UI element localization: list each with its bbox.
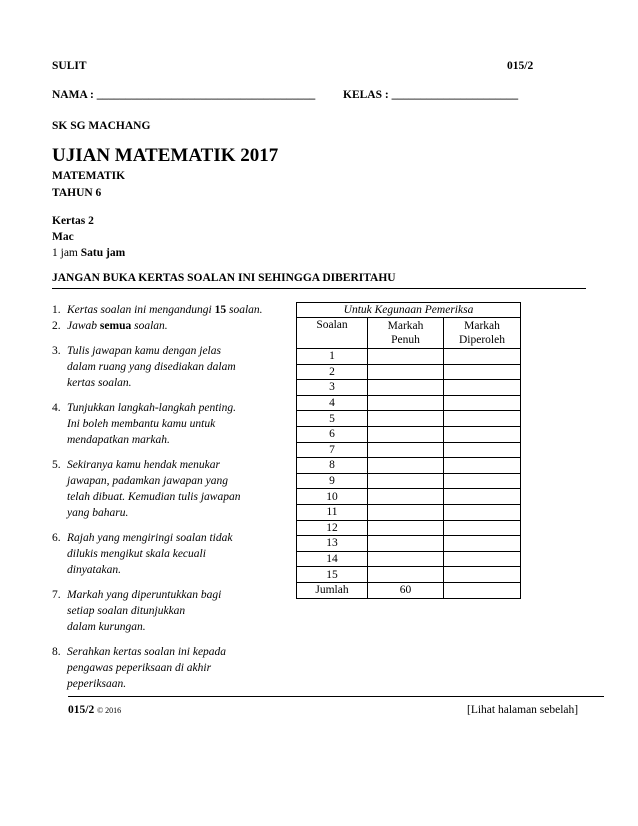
instruction-line: Jawab semua soalan. — [67, 320, 168, 332]
full-marks-cell — [368, 426, 444, 442]
instruction-line: dinyatakan. — [67, 564, 121, 576]
name-field[interactable]: NAMA : ______________________________________ — [52, 89, 316, 101]
question-number-cell: 1 — [297, 349, 368, 365]
full-marks-cell — [368, 520, 444, 536]
question-number-cell: 5 — [297, 411, 368, 427]
table-row — [297, 458, 521, 474]
marks-obtained-cell[interactable] — [444, 426, 521, 442]
instruction-line: dalam ruang yang disediakan dalam — [67, 361, 236, 373]
instruction-line: Rajah yang mengiringi soalan tidak — [67, 532, 233, 544]
table-row — [297, 411, 521, 427]
marks-obtained-cell[interactable] — [444, 380, 521, 396]
instruction-line: Markah yang diperuntukkan bagi — [67, 589, 222, 601]
instruction-line: Kertas soalan ini mengandungi 15 soalan. — [67, 304, 263, 316]
instruction-line: peperiksaan. — [67, 678, 127, 690]
marks-obtained-cell[interactable] — [444, 364, 521, 380]
question-number-cell: 3 — [297, 380, 368, 396]
table-row — [297, 504, 521, 520]
table-row — [297, 567, 521, 583]
instruction-number: 8. — [52, 646, 61, 658]
question-number-cell: 12 — [297, 520, 368, 536]
table-row — [297, 489, 521, 505]
instruction-line: Tunjukkan langkah-langkah penting. — [67, 402, 236, 414]
table-row — [297, 551, 521, 567]
full-marks-cell — [368, 395, 444, 411]
instruction-line: Tulis jawapan kamu dengan jelas — [67, 345, 221, 357]
question-number-cell: 10 — [297, 489, 368, 505]
instruction-number: 7. — [52, 589, 61, 601]
marks-obtained-cell[interactable] — [444, 536, 521, 552]
duration-prefix: 1 jam — [52, 247, 81, 259]
instruction-line: telah dibuat. Kemudian tulis jawapan — [67, 491, 241, 503]
instruction-line: setiap soalan ditunjukkan — [67, 605, 186, 617]
instruction-line: Serahkan kertas soalan ini kepada — [67, 646, 227, 658]
instruction-number: 5. — [52, 459, 61, 471]
duration-bold: Satu jam — [80, 247, 126, 259]
marks-obtained-cell[interactable] — [444, 458, 521, 474]
full-marks-cell — [368, 442, 444, 458]
col-marks-obtained-line1: Markah — [464, 320, 500, 332]
subject-name: MATEMATIK — [52, 170, 126, 182]
instruction-line: dalam kurungan. — [67, 621, 146, 633]
full-marks-cell — [368, 473, 444, 489]
table-row — [297, 364, 521, 380]
question-number-cell: 7 — [297, 442, 368, 458]
exam-duration — [52, 247, 125, 259]
full-marks-cell — [368, 411, 444, 427]
table-row — [297, 442, 521, 458]
exam-title: UJIAN MATEMATIK 2017 — [52, 145, 279, 166]
total-row — [297, 582, 521, 598]
marks-obtained-cell[interactable] — [444, 567, 521, 583]
question-number-cell: 4 — [297, 395, 368, 411]
footer-copyright: © 2016 — [97, 706, 122, 715]
question-number-cell: 9 — [297, 473, 368, 489]
question-number-cell: 6 — [297, 426, 368, 442]
table-row — [297, 380, 521, 396]
table-row — [297, 349, 521, 365]
instruction-number: 4. — [52, 402, 61, 414]
table-row — [297, 536, 521, 552]
instruction-line: pengawas peperiksaan di akhir — [67, 662, 212, 674]
question-number-cell: 11 — [297, 504, 368, 520]
paper-number: Kertas 2 — [52, 215, 94, 227]
instruction-line: Sekiranya kamu hendak menukar — [67, 459, 220, 471]
instruction-number: 2. — [52, 320, 61, 332]
school-name: SK SG MACHANG — [52, 120, 151, 132]
instruction-line: yang baharu. — [67, 507, 129, 519]
instruction-number: 3. — [52, 345, 61, 357]
marks-obtained-cell[interactable] — [444, 520, 521, 536]
instruction-line: kertas soalan. — [67, 377, 132, 389]
marks-obtained-cell[interactable] — [444, 349, 521, 365]
total-label: Jumlah — [297, 582, 368, 598]
instruction-line: dilukis mengikut skala kecuali — [67, 548, 206, 560]
col-full-marks-line2: Penuh — [391, 334, 420, 346]
table-caption: Untuk Kegunaan Pemeriksa — [297, 303, 521, 318]
warning-divider — [52, 288, 586, 289]
total-marks-obtained[interactable] — [444, 582, 521, 598]
marks-obtained-cell[interactable] — [444, 489, 521, 505]
col-full-marks-header — [368, 318, 444, 349]
full-marks-cell — [368, 489, 444, 505]
full-marks-cell — [368, 364, 444, 380]
marks-obtained-cell[interactable] — [444, 395, 521, 411]
exam-month: Mac — [52, 231, 74, 243]
question-number-cell: 8 — [297, 458, 368, 474]
instruction-line: Ini boleh membantu kamu untuk — [67, 418, 216, 430]
marks-obtained-cell[interactable] — [444, 504, 521, 520]
full-marks-cell — [368, 458, 444, 474]
footer-paper-code: 015/2 — [68, 704, 95, 716]
table-row — [297, 426, 521, 442]
paper-code: 015/2 — [507, 60, 534, 72]
instruction-line: mendapatkan markah. — [67, 434, 170, 446]
footer-divider — [68, 696, 604, 697]
col-question-header: Soalan — [297, 318, 368, 349]
class-field[interactable]: KELAS : ______________________ — [343, 89, 519, 101]
next-page-note: [Lihat halaman sebelah] — [467, 704, 579, 716]
marks-obtained-cell[interactable] — [444, 473, 521, 489]
table-row — [297, 395, 521, 411]
instruction-number: 6. — [52, 532, 61, 544]
total-full-marks: 60 — [368, 582, 444, 598]
year-level: TAHUN 6 — [52, 187, 102, 199]
marks-obtained-cell[interactable] — [444, 442, 521, 458]
table-row — [297, 520, 521, 536]
full-marks-cell — [368, 551, 444, 567]
question-number-cell: 15 — [297, 567, 368, 583]
instruction-number: 1. — [52, 304, 61, 316]
marks-obtained-cell[interactable] — [444, 551, 521, 567]
warning-notice: JANGAN BUKA KERTAS SOALAN INI SEHINGGA DIBERITAHU — [52, 272, 396, 284]
full-marks-cell — [368, 380, 444, 396]
col-full-marks-line1: Markah — [387, 320, 424, 332]
classification-label: SULIT — [52, 60, 87, 72]
full-marks-cell — [368, 504, 444, 520]
full-marks-cell — [368, 567, 444, 583]
question-number-cell: 14 — [297, 551, 368, 567]
col-marks-obtained-header — [444, 318, 521, 349]
instruction-line: jawapan, padamkan jawapan yang — [67, 475, 228, 487]
footer-code-group — [68, 704, 121, 716]
question-number-cell: 13 — [297, 536, 368, 552]
full-marks-cell — [368, 349, 444, 365]
examiner-marks-table — [296, 302, 521, 599]
full-marks-cell — [368, 536, 444, 552]
col-marks-obtained-line2: Diperoleh — [459, 334, 505, 346]
table-row — [297, 473, 521, 489]
question-number-cell: 2 — [297, 364, 368, 380]
marks-obtained-cell[interactable] — [444, 411, 521, 427]
